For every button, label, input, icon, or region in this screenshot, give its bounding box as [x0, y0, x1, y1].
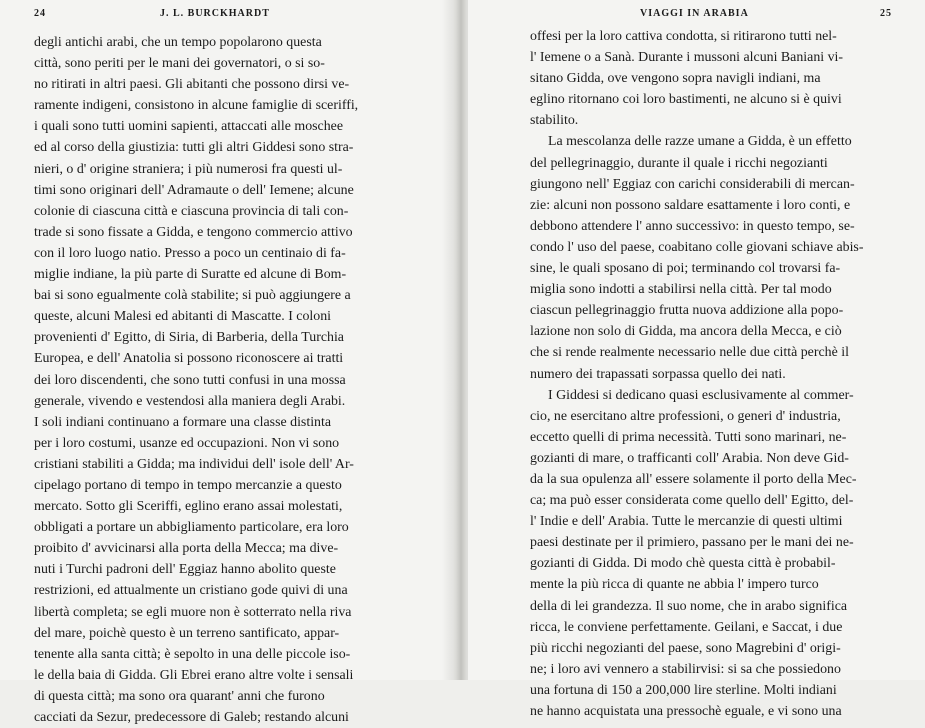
- text-line: mente la più ricca di quante ne abbia l' impero turco: [530, 577, 819, 593]
- text-line: ne hanno acquistata una pressochè eguale, e vi sono una: [530, 704, 842, 719]
- text-line: con il loro luogo natio. Presso a poco un centinaio di fa-: [34, 245, 346, 261]
- right-page: [468, 0, 925, 719]
- text-line: una fortuna di 150 a 200,000 lire sterline. Molti indiani: [530, 682, 837, 698]
- text-line: mercato. Sotto gli Sceriffi, eglino erano assai molestati,: [34, 499, 343, 515]
- text-line: da la sua opulenza all' essere solamente il porto della Mec-: [530, 471, 857, 487]
- text-line: gozianti di Gidda. Di modo chè questa città è probabil-: [530, 556, 836, 572]
- text-line: della di lei grandezza. Il suo nome, che in arabo significa: [530, 598, 848, 614]
- right-page-text: [530, 26, 906, 722]
- text-line: timi sono originari dell' Adramaute o dell' Iemene; alcune: [34, 182, 354, 198]
- text-line: tenente alla santa città; è sepolto in una delle piccole iso-: [34, 646, 351, 662]
- text-line: i quali sono tutti uomini sapienti, attaccati alle moschee: [34, 119, 343, 135]
- text-line: zie: alcuni non possono saldare esattamente i loro conti, e: [530, 197, 851, 213]
- left-page: [0, 0, 454, 725]
- text-line: ricca, le conviene perfettamente. Geilani, e Saccat, i due: [530, 619, 843, 635]
- text-line: eglino ritornano coi loro bastimenti, ne alcuno si è quivi: [530, 92, 842, 108]
- text-line: condo l' uso del paese, coabitano colle giovani schiave abis-: [530, 239, 864, 255]
- text-line: cacciati da Sezur, predecessore di Galeb; restando alcuni: [34, 710, 349, 725]
- text-line: trade si sono fissate a Gidda, e tengono commercio attivo: [34, 224, 353, 240]
- text-line: per i loro costumi, usanze ed occupazioni. Non vi sono: [34, 435, 340, 451]
- text-line: ca; ma può esser considerata come quello dell' Egitto, del-: [530, 493, 854, 509]
- text-line: ramente indigeni, consistono in alcune famiglie di sceriffi,: [34, 98, 359, 114]
- text-line: proibito d' avvicinarsi alla porta della Mecca; ma dive-: [34, 541, 339, 557]
- text-line: le della baia di Gidda. Gli Ebrei erano altre volte i sensali: [34, 667, 354, 683]
- text-line: Europea, e dell' Anatolia si possono riconoscere ai tratti: [34, 351, 344, 367]
- text-line: I soli indiani continuano a formare una classe distinta: [34, 414, 332, 430]
- text-line: colonie di ciascuna città e ciascuna provincia di tali con-: [34, 203, 349, 219]
- left-page-text: [34, 32, 424, 728]
- text-line: più ricchi negozianti del paese, sono Magrebini d' origi-: [530, 640, 841, 656]
- text-line: paesi destinate per il primiero, passano per le mani dei ne-: [530, 535, 854, 551]
- text-line: miglie indiane, la più parte di Suratte ed alcune di Bom-: [34, 267, 347, 283]
- text-line: del pellegrinaggio, durante il quale i ricchi negozianti: [530, 155, 828, 171]
- text-line: bai si sono egualmente colà stabilite; si può aggiungere a: [34, 288, 351, 304]
- text-line: libertà completa; se egli muore non è sotterrato nella riva: [34, 604, 352, 620]
- text-line: debbono attendere l' anno successivo: in questo tempo, se-: [530, 218, 855, 234]
- text-line: eccetto quelli di prima necessità. Tutti sono marinari, ne-: [530, 429, 847, 445]
- text-line: I Giddesi si dedicano quasi esclusivamente al commer-: [548, 387, 854, 403]
- left-page-number: 24: [34, 8, 46, 19]
- text-line: offesi per la loro cattiva condotta, si ritirarono tutti nel-: [530, 29, 837, 44]
- text-line: degli antichi arabi, che un tempo popolarono questa: [34, 35, 322, 50]
- text-line: l' Indie e dell' Arabia. Tutte le mercanzie di questi ultimi: [530, 514, 843, 530]
- text-line: nieri, o d' origine straniera; i più numerosi fra questi ul-: [34, 161, 343, 177]
- text-line: dei loro discendenti, che sono tutti confusi in una mossa: [34, 372, 346, 388]
- text-line: cio, ne esercitano altre professioni, o generi d' industria,: [530, 408, 841, 424]
- text-line: cristiani stabiliti a Gidda; ma individui dell' isole dell' Ar-: [34, 456, 354, 472]
- text-line: ne; i loro avi vennero a stabilirvisi: si sa che possiedono: [530, 661, 841, 677]
- text-line: lazione non solo di Gidda, ma ancora della Mecca, e ciò: [530, 324, 842, 340]
- text-line: gozianti di mare, o trafficanti coll' Arabia. Non deve Gid-: [530, 450, 849, 466]
- text-line: queste, alcuni Malesi ed abitanti di Mascatte. I coloni: [34, 309, 332, 325]
- text-line: sine, le quali sposano di poi; terminando col trovarsi fa-: [530, 261, 841, 277]
- text-line: stabilito.: [530, 113, 579, 129]
- text-line: che si rende realmente necessario nelle due città perchè il: [530, 345, 849, 361]
- text-line: miglia sono indotti a stabilirsi nella città. Per tal modo: [530, 282, 832, 298]
- text-line: del mare, poichè questo è un terreno santificato, appar-: [34, 625, 340, 641]
- text-line: ed al corso della giustizia: tutti gli altri Giddesi sono stra-: [34, 140, 354, 156]
- text-line: di questa città; ma sono ora quarant' anni che furono: [34, 688, 325, 704]
- text-line: La mescolanza delle razze umane a Gidda, è un effetto: [548, 134, 852, 150]
- text-line: nuti i Turchi padroni dell' Eggiaz hanno abolito queste: [34, 562, 336, 578]
- right-running-head: VIAGGI IN ARABIA: [640, 8, 749, 19]
- text-line: restrizioni, ed attualmente un cristiano gode quivi di una: [34, 583, 348, 599]
- text-line: sitano Gidda, ove vengono sopra navigli indiani, ma: [530, 71, 821, 87]
- text-line: ciascun pellegrinaggio frutta nuova addizione alla popo-: [530, 303, 844, 319]
- text-line: obbligati a portare un abbigliamento particolare, era loro: [34, 520, 349, 536]
- text-line: giungono nell' Eggiaz con carichi considerabili di mercan-: [530, 176, 855, 192]
- text-line: no ritirati in altri paesi. Gli abitanti che possono dirsi ve-: [34, 77, 350, 93]
- text-line: provenienti d' Egitto, di Siria, di Barberia, della Turchia: [34, 330, 344, 346]
- text-line: generale, vivendo e vestendosi alla maniera degli Arabi.: [34, 393, 346, 409]
- text-line: città, sono periti per le mani dei governatori, o si so-: [34, 56, 325, 72]
- text-line: cipelago portano di tempo in tempo mercanzie a questo: [34, 477, 342, 493]
- left-running-head: J. L. BURCKHARDT: [160, 8, 270, 19]
- right-page-number: 25: [880, 8, 892, 19]
- text-line: numero dei trapassati sorpassa quello dei nati.: [530, 366, 786, 382]
- text-line: l' Iemene o a Sanà. Durante i mussoni alcuni Baniani vi-: [530, 50, 844, 66]
